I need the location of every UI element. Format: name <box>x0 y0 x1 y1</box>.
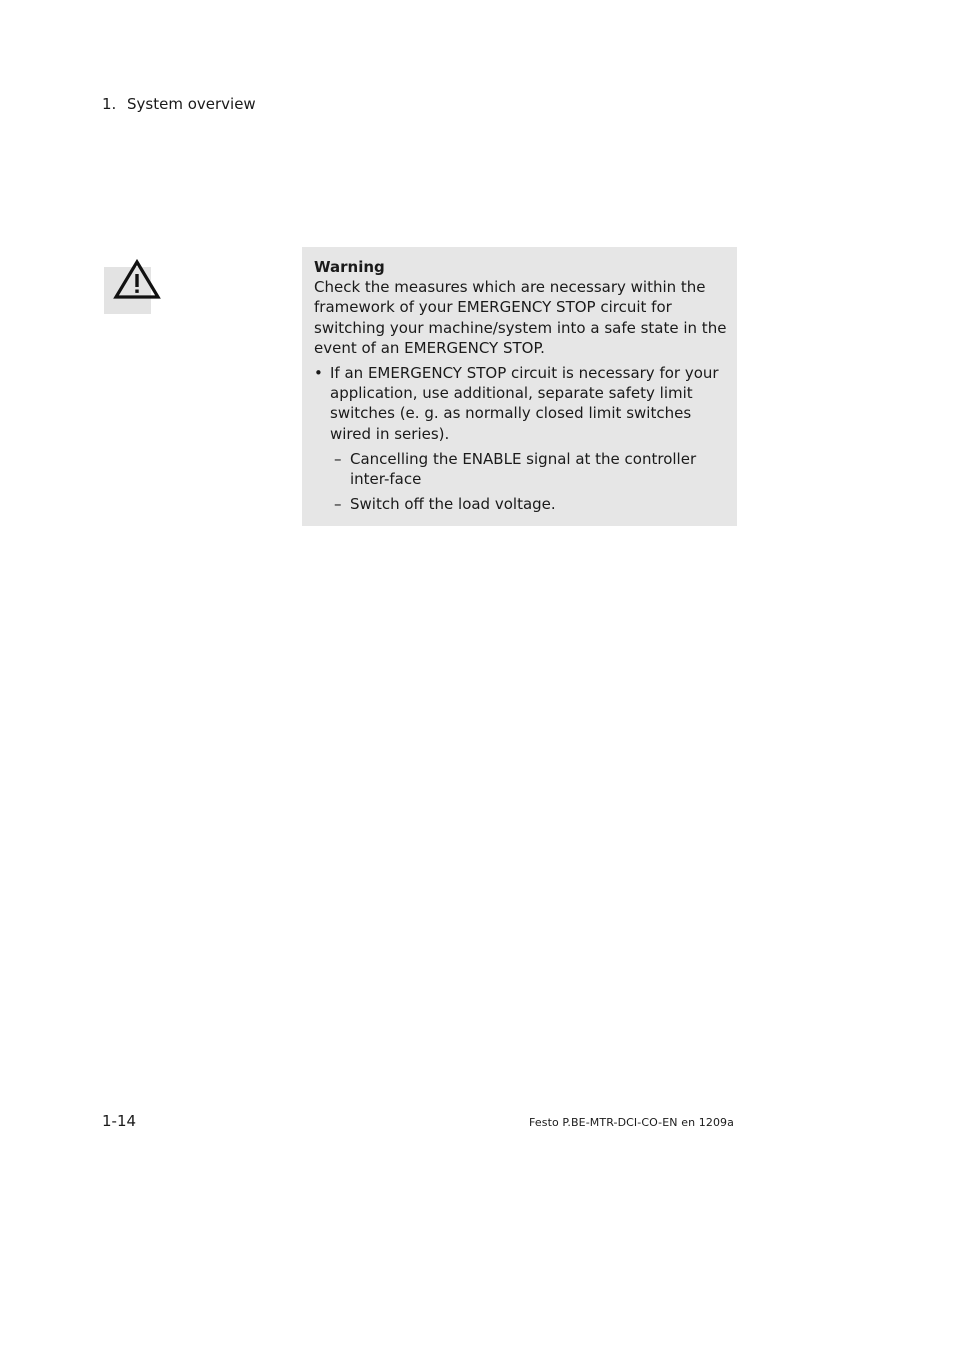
dash-marker: – <box>334 449 342 468</box>
warning-icon-box <box>104 267 151 314</box>
chapter-title: System overview <box>127 95 256 113</box>
bullet-text: If an EMERGENCY STOP circuit is necessary for your application, use additional, separate safety limit switches (e. g. as normally closed limit switches wired in series). <box>330 364 719 443</box>
bullet-marker: • <box>314 364 323 383</box>
running-header <box>102 94 256 114</box>
dash-list <box>314 449 729 515</box>
warning-title: Warning <box>314 258 385 276</box>
dash-marker: – <box>334 495 342 514</box>
page-number: 1-14 <box>102 1112 137 1130</box>
dash-text: Cancelling the ENABLE signal at the controller inter-face <box>350 449 697 489</box>
warning-triangle-icon <box>113 259 161 301</box>
document-reference: Festo P.BE-MTR-DCI-CO-EN en 1209a <box>529 1116 734 1129</box>
dash-item <box>314 449 729 489</box>
bullet-item <box>314 363 729 444</box>
warning-panel <box>302 247 737 526</box>
dash-item <box>314 494 729 514</box>
warning-text: Check the measures which are necessary within the framework of your EMERGENCY STOP circuit for switching your machine/system into a safe state in the event of an EMERGENCY STOP. <box>314 278 727 357</box>
chapter-number: 1. <box>102 95 117 113</box>
dash-text: Switch off the load voltage. <box>350 495 556 514</box>
